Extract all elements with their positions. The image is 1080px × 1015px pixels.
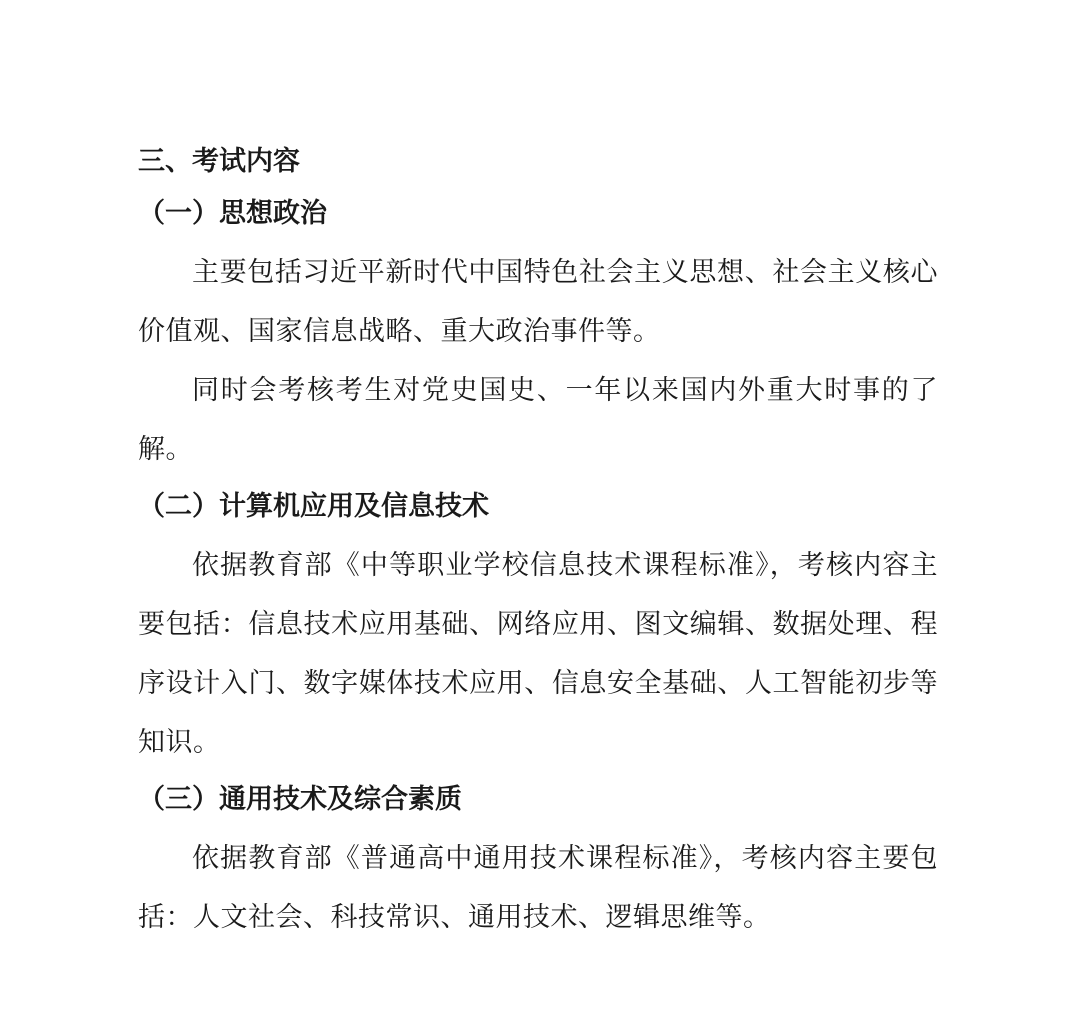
document-body [138,138,938,947]
paragraph-general-tech: 依据教育部《普通高中通用技术课程标准》，考核内容主要包括：人文社会、科技常识、通用技术、逻辑思维等。 [138,843,938,933]
subsection-heading-3: （三）通用技术及综合素质 [138,784,462,815]
paragraph-computing: 依据教育部《中等职业学校信息技术课程标准》，考核内容主要包括：信息技术应用基础、网络应用、图文编辑、数据处理、程序设计入门、数字媒体技术应用、信息安全基础、人工智能初步等知识。 [138,550,938,758]
paragraph-politics-2: 同时会考核考生对党史国史、一年以来国内外重大时事的了解。 [138,375,938,465]
subsection-heading-2: （二）计算机应用及信息技术 [138,491,489,522]
section-heading: 三、考试内容 [138,146,300,177]
paragraph-politics-1: 主要包括习近平新时代中国特色社会主义思想、社会主义核心价值观、国家信息战略、重大政治事件等。 [138,257,938,347]
subsection-heading-1: （一）思想政治 [138,198,327,229]
